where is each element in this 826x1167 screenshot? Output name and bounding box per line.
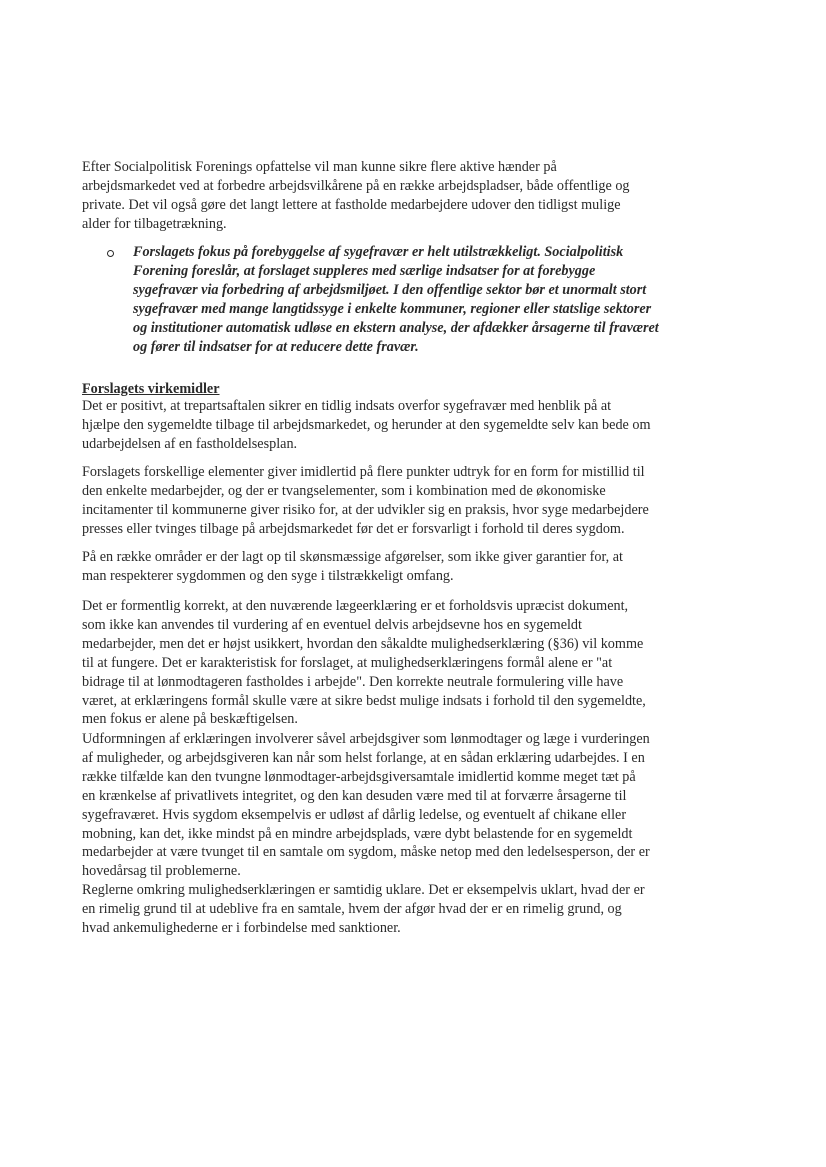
text-line: en krænkelse af privatlivets integritet, og den kan desuden være med til at forværre årsagerne til bbox=[82, 787, 627, 804]
section-heading: Forslagets virkemidler bbox=[82, 381, 220, 397]
body-paragraph bbox=[82, 597, 742, 729]
text-line: medarbejder at være tvunget til en samtale om sygdom, måske netop med den ledelsesperson, der er bbox=[82, 844, 650, 861]
text-line: hjælpe den sygemeldte tilbage til arbejdsmarkedet, og herunder at den sygemeldte selv kan bede om bbox=[82, 416, 651, 433]
text-line: og institutioner automatisk udløse en ekstern analyse, der afdækker årsagerne til fraværet bbox=[133, 319, 659, 336]
text-line: bidrage til at lønmodtageren fastholdes i arbejde". Den korrekte neutrale formulering ville have bbox=[82, 673, 624, 690]
text-line: hvad ankemulighederne er i forbindelse med sanktioner. bbox=[82, 919, 401, 936]
text-line: af muligheder, og arbejdsgiveren kan når som helst forlange, at en sådan erklæring udarbejdes. I en bbox=[82, 749, 645, 766]
text-line: private. Det vil også gøre det langt lettere at fastholde medarbejdere udover den tidligst mulige bbox=[82, 196, 621, 213]
text-line: alder for tilbagetrækning. bbox=[82, 215, 227, 232]
text-line: en rimelig grund til at udeblive fra en samtale, hvem der afgør hvad der er en rimelig grund, og bbox=[82, 900, 622, 917]
text-line: arbejdsmarkedet ved at forbedre arbejdsvilkårene på en række arbejdspladser, både offentlige og bbox=[82, 177, 630, 194]
text-line: incitamenter til kommunerne giver risiko for, at der udvikler sig en praksis, hvor syge medarbejdere bbox=[82, 501, 649, 518]
body-paragraph bbox=[82, 881, 742, 938]
text-line: Efter Socialpolitisk Forenings opfattelse vil man kunne sikre flere aktive hænder på bbox=[82, 159, 557, 175]
text-line: presses eller tvinges tilbage på arbejdsmarkedet før det er forsvarligt i forhold til deres sygdom. bbox=[82, 520, 625, 537]
text-line: Det er positivt, at trepartsaftalen sikrer en tidlig indsats overfor sygefravær med henblik på at bbox=[82, 398, 612, 414]
text-line: På en række områder er der lagt op til skønsmæssige afgørelser, som ikke giver garantier for, at bbox=[82, 549, 623, 565]
text-line: medarbejder, men det er højst usikkert, hvordan den såkaldte mulighedserklæring (§36) vil komme bbox=[82, 635, 644, 652]
body-paragraph bbox=[82, 397, 742, 454]
bullet-paragraph bbox=[133, 243, 748, 356]
text-line: den enkelte medarbejder, og der er tvangselementer, som i kombination med de økonomiske bbox=[82, 482, 606, 499]
text-line: Reglerne omkring mulighedserklæringen er samtidig uklare. Det er eksempelvis uklart, hvad der er bbox=[82, 882, 645, 898]
body-paragraph bbox=[82, 548, 742, 586]
text-line: som ikke kan anvendes til vurdering af en eventuel delvis arbejdsevne hos en sygemeldt bbox=[82, 616, 582, 633]
text-line: hovedårsag til problemerne. bbox=[82, 863, 241, 880]
text-line: Udformningen af erklæringen involverer såvel arbejdsgiver som lønmodtager og læge i vurderingen bbox=[82, 731, 650, 747]
body-paragraph bbox=[82, 463, 742, 539]
text-line: Forening foreslår, at forslaget suppleres med særlige indsatser for at forebygge bbox=[133, 262, 596, 279]
text-line: mobning, kan det, ikke mindst på en mindre arbejdsplads, være dybt belastende for en sygemeldt bbox=[82, 825, 633, 842]
text-line: Forslagets forskellige elementer giver imidlertid på flere punkter udtryk for en form for mistillid til bbox=[82, 464, 645, 480]
bullet-marker-icon bbox=[107, 250, 114, 257]
intro-paragraph bbox=[82, 158, 742, 234]
text-line: Det er formentlig korrekt, at den nuværende lægeerklæring er et forholdsvis upræcist dokument, bbox=[82, 598, 629, 614]
text-line: men fokus er alene på beskæftigelsen. bbox=[82, 711, 298, 728]
text-line: og fører til indsatser for at reducere dette fravær. bbox=[133, 338, 419, 355]
text-line: række tilfælde kan den tvungne lønmodtager-arbejdsgiversamtale imidlertid komme meget tæt på bbox=[82, 768, 636, 785]
text-line: Forslagets fokus på forebyggelse af sygefravær er helt utilstrækkeligt. Socialpolitisk bbox=[133, 244, 624, 260]
body-paragraph bbox=[82, 730, 742, 881]
text-line: sygefravær med mange langtidssyge i enkelte kommuner, regioner eller statslige sektorer bbox=[133, 300, 652, 317]
text-line: udarbejdelsen af en fastholdelsesplan. bbox=[82, 435, 298, 452]
text-line: sygefraværet. Hvis sygdom eksempelvis er udløst af dårlig ledelse, og eventuelt af chikane eller bbox=[82, 806, 627, 823]
text-line: man respekterer sygdommen og den syge i tilstrækkeligt omfang. bbox=[82, 567, 454, 584]
text-line: til at fungere. Det er karakteristisk for forslaget, at mulighedserklæringens formål alene er "at bbox=[82, 654, 613, 671]
text-line: sygefravær via forbedring af arbejdsmiljøet. I den offentlige sektor bør et unormalt stort bbox=[133, 281, 647, 298]
text-line: været, at erklæringens formål skulle være at sikre bedst mulige indsats i forhold til den sygemeldte, bbox=[82, 692, 646, 709]
